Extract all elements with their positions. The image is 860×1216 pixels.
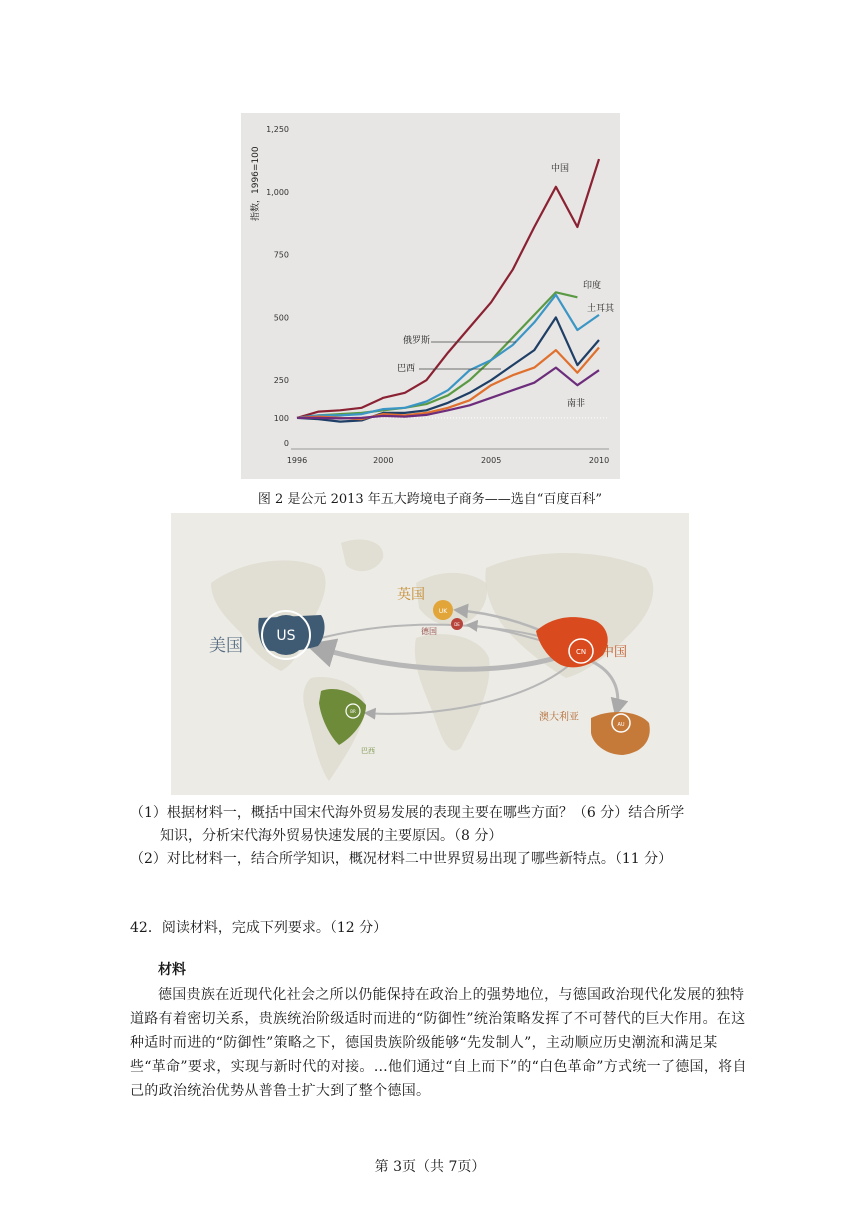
y-tick-label: 1,000 <box>266 187 289 197</box>
y-axis-label: 指数，1996=100 <box>251 146 261 221</box>
de-code-label: DE <box>454 622 460 627</box>
series-label: 中国 <box>551 164 570 174</box>
uk-country-label: 英国 <box>397 587 425 603</box>
chart-series-labels <box>397 162 615 409</box>
x-tick-label: 2000 <box>373 456 394 465</box>
series-label: 印度 <box>583 281 602 291</box>
uk-marker <box>433 600 453 620</box>
question-1-line-1: （1）根据材料一，概括中国宋代海外贸易发展的表现主要在哪些方面？（6 分）结合所学 <box>130 805 685 821</box>
de-marker <box>451 618 463 630</box>
de-country-label: 德国 <box>421 627 437 636</box>
question-1-line-2: 知识，分析宋代海外贸易快速发展的主要原因。（8 分） <box>160 828 503 844</box>
au-country-label: 澳大利亚 <box>539 712 579 723</box>
figure-caption: 图 2 是公元 2013 年五大跨境电子商务——选自“百度百科” <box>257 492 603 507</box>
series-line <box>297 348 599 420</box>
y-tick-label: 500 <box>273 313 289 323</box>
material-text: 德国贵族在近现代化社会之所以仍能保持在政治上的强势地位，与德国政治现代化发展的独特道路有着密切关系，贵族统治阶级适时而进的“防御性”统治策略发挥了不可替代的巨大作用。在这种适时而进的“防御性”策略之下，德国贵族阶级能够“先发制人”，主动顺应历史潮流和满足某些“革命”要求，实现与新时代的对接。…他们通过“自上而下”的“白色革命”方式统一了德国，将自己的政治统治优势从普鲁士扩大到了整个德国。 <box>130 987 747 1099</box>
us-code-label: US <box>276 628 296 644</box>
greenland-land <box>341 539 383 571</box>
uk-code-label: UK <box>438 608 448 615</box>
y-tick-label: 0 <box>283 439 289 448</box>
series-label: 南非 <box>567 399 586 409</box>
x-tick-label: 2005 <box>480 456 502 465</box>
index-line-chart <box>241 113 620 479</box>
question-42-heading: 42．阅读材料，完成下列要求。（12 分） <box>130 920 388 936</box>
y-tick-label: 250 <box>273 376 289 386</box>
material-title: 材料 <box>158 962 186 978</box>
y-tick-label: 100 <box>273 413 289 423</box>
cn-code-label: CN <box>575 648 587 656</box>
y-tick-label: 750 <box>273 250 289 260</box>
trade-map <box>171 513 689 795</box>
x-tick-label: 2010 <box>588 456 610 465</box>
arrow-cn-au <box>591 661 618 713</box>
series-line <box>297 295 599 418</box>
br-code-label: BR <box>350 709 356 714</box>
y-tick-label: 1,250 <box>266 125 289 134</box>
australia-shape <box>591 712 650 755</box>
world-map-svg <box>171 513 689 795</box>
question-2: （2）对比材料一，结合所学知识，概况材料二中世界贸易出现了哪些新特点。（11 分） <box>130 851 673 867</box>
chart-svg <box>241 113 620 479</box>
us-country-label: 美国 <box>209 636 243 656</box>
au-code-label: AU <box>617 722 625 728</box>
africa-land <box>415 634 490 751</box>
us-marker <box>262 611 310 659</box>
series-label: 土耳其 <box>587 304 615 314</box>
series-label: 巴西 <box>397 364 416 374</box>
series-line <box>297 292 577 418</box>
series-label: 俄罗斯 <box>403 336 431 346</box>
br-country-label: 巴西 <box>361 747 375 755</box>
europe-land <box>416 573 487 626</box>
cn-country-label: 中国 <box>601 645 628 660</box>
page-footer: 第 3页（共 7页） <box>374 1159 486 1175</box>
x-tick-label: 1996 <box>286 456 308 465</box>
